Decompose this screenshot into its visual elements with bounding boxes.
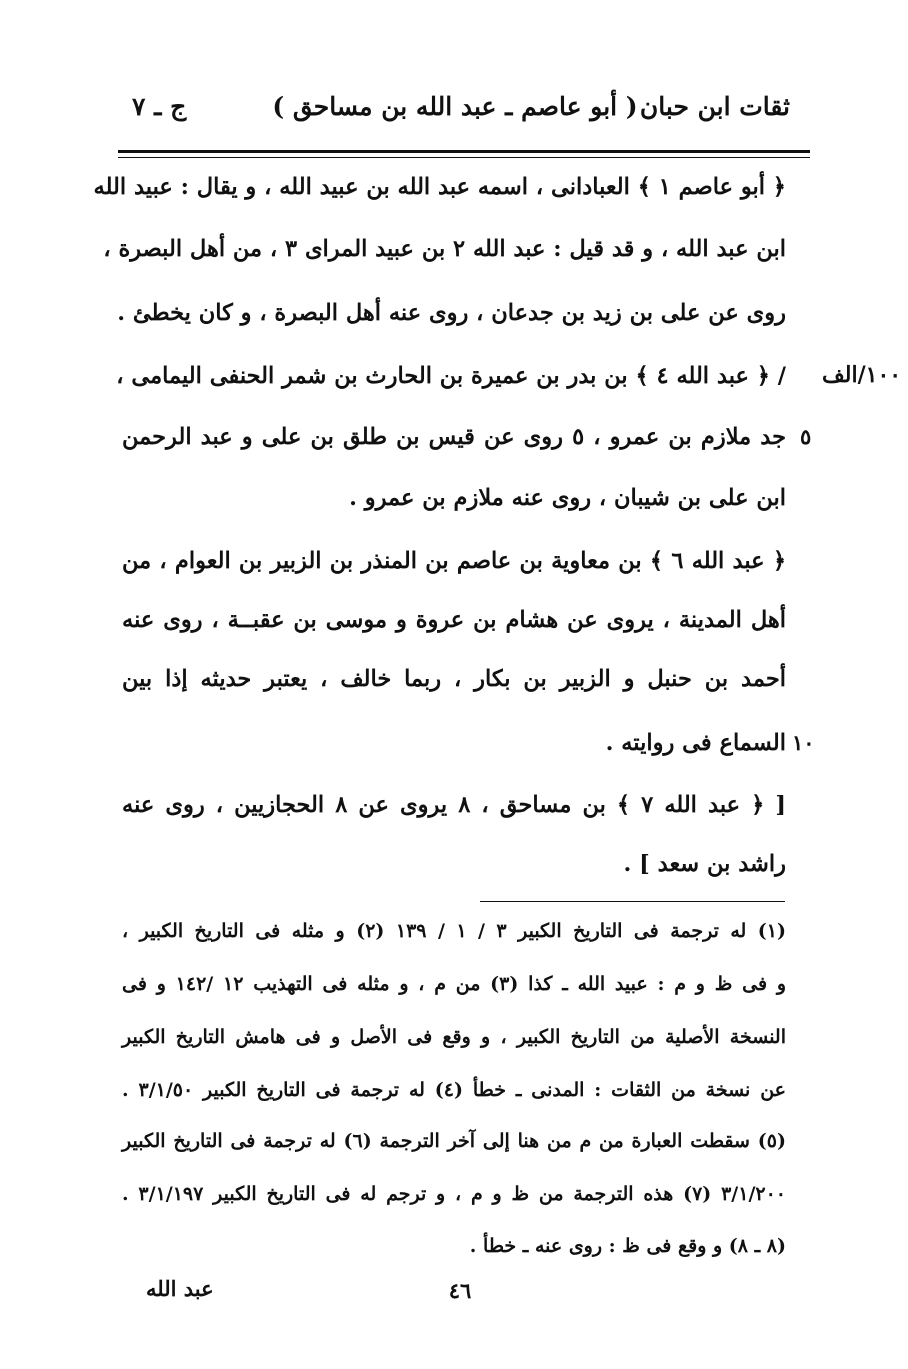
footnote-line: (٥) سقطت العبارة من م من هنا إلى آخر الترجمة (٦) له ترجمة فى التاريخ الكبير: [122, 1130, 786, 1152]
footnote-line: و فى ظ و م : عبيد الله ـ كذا (٣) من م ، و مثله فى التهذيب ١٢ /١٤٢ و فى: [122, 973, 786, 995]
footnote-separator: [480, 901, 785, 902]
body-line: ابن عبد الله ، و قد قيل : عبد الله ٢ بن عبيد المراى ٣ ، من أهل البصرة ،: [103, 236, 786, 262]
header-entry-range: ( أبو عاصم ـ عبد الله بن مساحق ): [272, 92, 638, 121]
header-rule-thick: [118, 150, 810, 153]
footnote-line: (١) له ترجمة فى التاريخ الكبير ٣ / ١ / ١٣٩ (٢) و مثله فى التاريخ الكبير ،: [122, 920, 787, 942]
footnote-line: (٨ ـ ٨) و وقع فى ظ : روى عنه ـ خطأ .: [469, 1235, 786, 1257]
body-line: أهل المدينة ، يروى عن هشام بن عروة و موسى بن عقبــة ، روى عنه: [122, 607, 786, 633]
line-number: ١٠: [792, 730, 815, 755]
footnote-line: النسخة الأصلية من التاريخ الكبير ، و وقع فى الأصل و فى هامش التاريخ الكبير: [122, 1026, 786, 1048]
body-line: روى عن على بن زيد بن جدعان ، روى عنه أهل البصرة ، و كان يخطئ .: [117, 300, 786, 326]
footnote-line: عن نسخة من الثقات : المدنى ـ خطأ (٤) له ترجمة فى التاريخ الكبير ٣/١/٥٠ .: [122, 1079, 786, 1101]
header-book-title: ثقات ابن حبان: [639, 92, 790, 121]
body-line: ابن على بن شيبان ، روى عنه ملازم بن عمرو .: [349, 485, 786, 511]
body-line: السماع فى روايته .: [605, 730, 786, 756]
running-header: [120, 92, 790, 136]
header-rule-thin: [118, 157, 810, 158]
body-line: جد ملازم بن عمرو ، ٥ روى عن قيس بن طلق بن على و عبد الرحمن: [122, 424, 786, 450]
body-line: / ﴿ عبد الله ٤ ﴾ بن بدر بن عميرة بن الحارث بن شمر الحنفى اليمامى ،: [116, 363, 786, 389]
body-line: ﴿ عبد الله ٦ ﴾ بن معاوية بن عاصم بن المنذر بن الزبير بن العوام ، من: [122, 548, 787, 574]
catchword: عبد الله: [146, 1276, 214, 1301]
header-volume: ج ـ ٧: [132, 92, 187, 121]
body-line: ﴿ أبو عاصم ١ ﴾ العبادانى ، اسمه عبد الله بن عبيد الله ، و يقال : عبيد الله: [93, 174, 786, 200]
body-line: أحمد بن حنبل و الزبير بن بكار ، ربما خالف ، يعتبر حديثه إذا بين: [122, 666, 786, 692]
footnote-line: ٣/١/٢٠٠ (٧) هذه الترجمة من ظ و م ، و ترجم له فى التاريخ الكبير ٣/١/١٩٧ .: [122, 1183, 786, 1205]
line-number: ٥: [800, 424, 812, 449]
page-number: ٤٦: [448, 1278, 472, 1303]
body-line: [ ﴿ عبد الله ٧ ﴾ بن مساحق ، ٨ يروى عن ٨ الحجازيين ، روى عنه: [122, 792, 786, 818]
folio-margin-reference: ١٠٠/الف: [822, 362, 902, 388]
body-line: راشد بن سعد ] .: [623, 851, 786, 877]
